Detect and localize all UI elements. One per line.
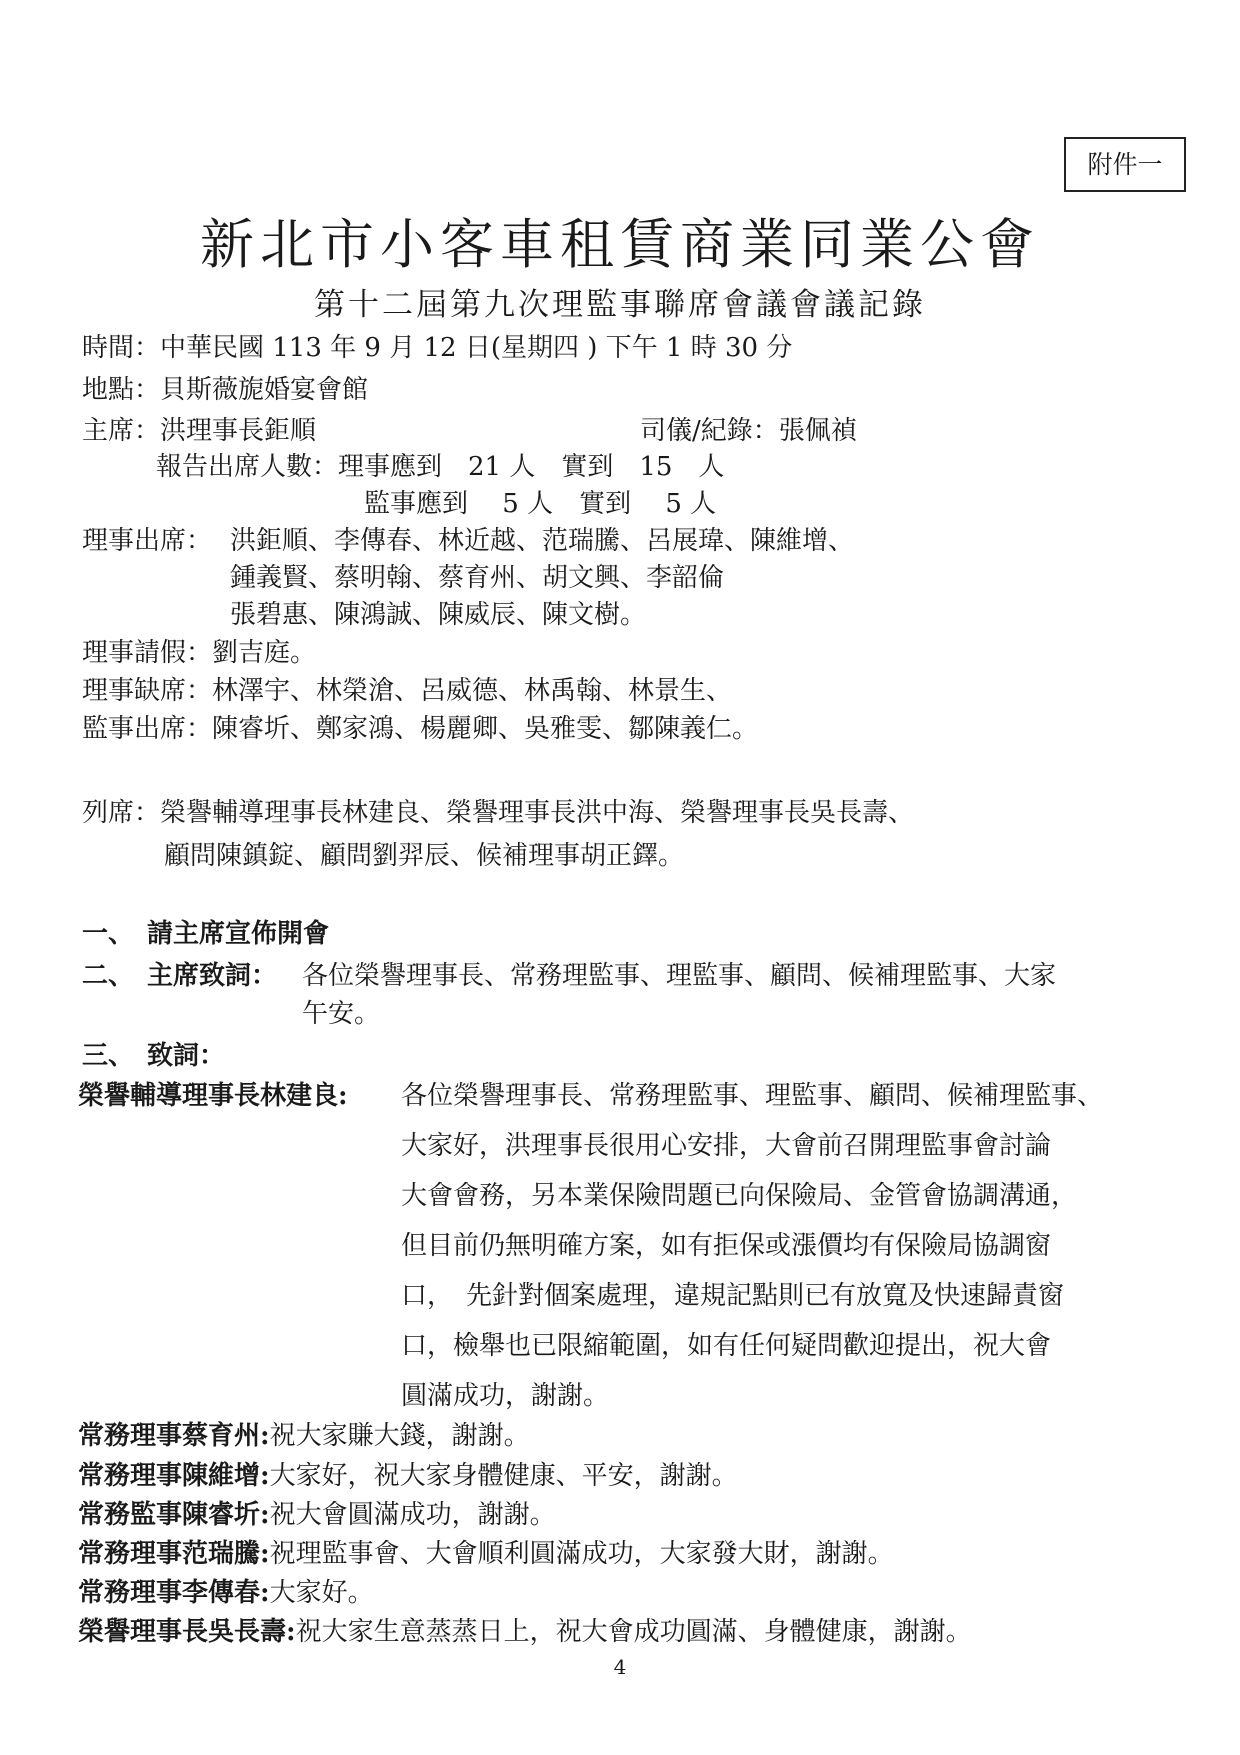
attendance-supervisors: 監事應到 5 人 實到 5 人 (364, 489, 717, 519)
meeting-time: 時間：中華民國 113 年 9 月 12 日(星期四 ) 下午 1 時 30 分 (82, 333, 793, 363)
attachment-label: 附件一 (1064, 137, 1186, 192)
speech-text: 祝大家生意蒸蒸日上，祝大會成功圓滿、身體健康，謝謝。 (295, 1617, 972, 1647)
directors-present-line3: 張碧惠、陳鴻誠、陳威辰、陳文樹。 (230, 600, 647, 630)
meeting-recorder: 司儀/紀錄：張佩禎 (640, 416, 857, 446)
speech-main-speaker: 榮譽輔導理事長林建良: (78, 1081, 348, 1111)
section-2-text-line1: 各位榮譽理事長、常務理監事、理監事、顧問、候補理監事、大家 (302, 961, 1057, 991)
speech-item (78, 1536, 894, 1572)
document-title: 新北市小客車租賃商業同業公會 (200, 213, 1040, 276)
speech-text: 大家好，祝大家身體健康、平安，謝謝。 (269, 1461, 738, 1491)
speech-item (78, 1497, 556, 1533)
directors-present-line2: 鍾義賢、蔡明翰、蔡育州、胡文興、李韶倫 (230, 563, 725, 593)
meeting-place: 地點：貝斯薇旎婚宴會館 (82, 375, 369, 405)
speech-speaker: 榮譽理事長吳長壽: (78, 1617, 296, 1647)
speech-main-line: 口， 先針對個案處理，違規記點則已有放寬及快速歸責窗 (401, 1281, 1065, 1311)
speech-text: 祝大家賺大錢，謝謝。 (269, 1421, 530, 1451)
directors-present-label: 理事出席： (82, 526, 213, 556)
speech-main-line: 大家好，洪理事長很用心安排，大會前召開理監事會討論 (401, 1131, 1052, 1161)
directors-absent: 理事缺席：林澤宇、林榮滄、呂威德、林禹翰、林景生、 (82, 676, 733, 706)
directors-present-line1: 洪鉅順、李傳春、林近越、范瑞騰、呂展瑋、陳維增、 (230, 526, 855, 556)
speech-item (78, 1614, 972, 1650)
speech-speaker: 常務監事陳睿圻: (78, 1500, 270, 1530)
speech-item (78, 1458, 738, 1494)
observers-line1: 列席：榮譽輔導理事長林建良、榮譽理事長洪中海、榮譽理事長吳長壽、 (82, 798, 915, 828)
observers-line2: 顧問陳鎮錠、顧問劉羿辰、候補理事胡正鐸。 (164, 841, 685, 871)
speech-text: 祝大會圓滿成功，謝謝。 (269, 1500, 556, 1530)
speech-item (78, 1575, 374, 1611)
attendance-directors: 報告出席人數：理事應到 21 人 實到 15 人 (156, 452, 725, 482)
page-number: 4 (613, 1655, 627, 1679)
speech-text: 大家好。 (269, 1578, 374, 1608)
speech-speaker: 常務理事李傳春: (78, 1578, 270, 1608)
speech-main-line: 口，檢舉也已限縮範圍，如有任何疑問歡迎提出，祝大會 (401, 1331, 1052, 1361)
directors-leave: 理事請假：劉吉庭。 (82, 638, 317, 668)
section-2-heading: 二、 主席致詞： (82, 961, 278, 991)
speech-item (78, 1418, 530, 1454)
speech-main-body (401, 1071, 1161, 1421)
speech-main-line: 大會會務，另本業保險問題已向保險局、金管會協調溝通， (401, 1181, 1078, 1211)
speech-main-line: 圓滿成功，謝謝。 (401, 1381, 610, 1411)
speech-speaker: 常務理事蔡育州: (78, 1421, 270, 1451)
speech-text: 祝理監事會、大會順利圓滿成功，大家發大財，謝謝。 (269, 1539, 894, 1569)
speech-speaker: 常務理事陳維增: (78, 1461, 270, 1491)
speech-main-line: 各位榮譽理事長、常務理監事、理監事、顧問、候補理監事、 (401, 1081, 1104, 1111)
section-2-text-line2: 午安。 (302, 999, 381, 1029)
section-1: 一、 請主席宣佈開會 (82, 919, 330, 949)
supervisors-present: 監事出席：陳睿圻、鄭家鴻、楊麗卿、吳雅雯、鄒陳義仁。 (82, 714, 759, 744)
document-subtitle: 第十二屆第九次理監事聯席會議會議記錄 (314, 287, 926, 323)
speech-main-line: 但目前仍無明確方案，如有拒保或漲價均有保險局協調窗 (401, 1231, 1052, 1261)
meeting-chair: 主席：洪理事長鉅順 (82, 416, 317, 446)
speech-speaker: 常務理事范瑞騰: (78, 1539, 270, 1569)
section-3-heading: 三、 致詞： (82, 1041, 226, 1071)
